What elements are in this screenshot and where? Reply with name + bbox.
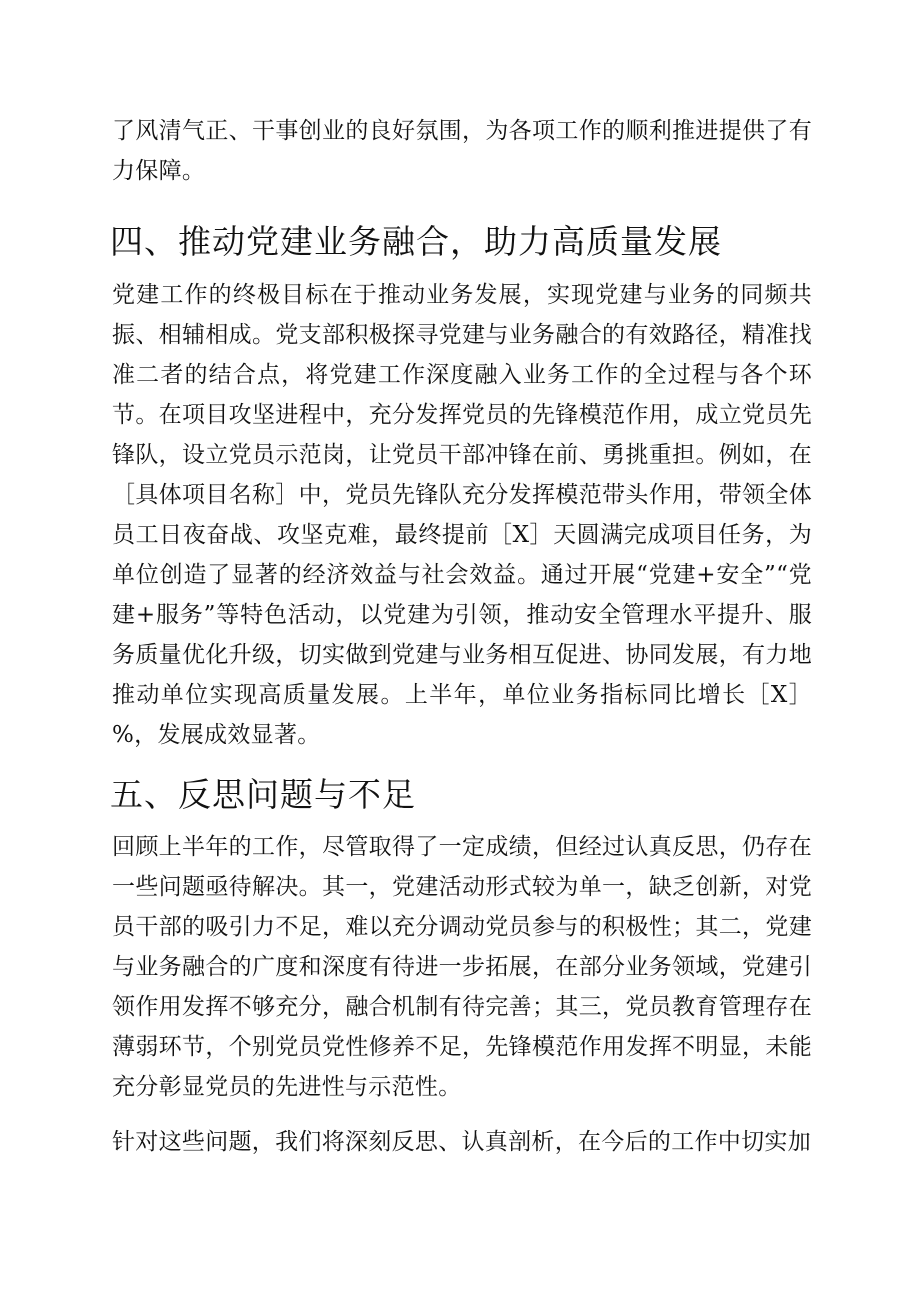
continuation-paragraph: 了风清气正、干事创业的良好氛围，为各项工作的顺利推进提供了有力保障。 bbox=[112, 118, 812, 184]
section-four-paragraph: 党建工作的终极目标在于推动业务发展，实现党建与业务的同频共振、相辅相成。党支部积极探寻党建与业务融合的有效路径，精准找准二者的结合点，将党建工作深度融入业务工作的全过程与各个环节。在项目攻坚进程中，充分发挥党员的先锋模范作用，成立党员先锋队，设立党员示范岗，让党员干部冲锋在前、勇挑重担。例如，在［具体项目名称］中，党员先锋队充分发挥模范带头作用，带领全体员工日夜奋战、攻坚克难，最终提前［X］天圆满完成项目任务，为单位创造了显著的经济效益与社会效益。通过开展“党建+安全”“党建+服务”等特色活动，以党建为引领，推动安全管理水平提升、服务质量优化升级，切实做到党建与业务相互促进、协同发展，有力地推动单位实现高质量发展。上半年，单位业务指标同比增长［X］%，发展成效显著。 bbox=[112, 282, 812, 748]
section-four-heading: 四、推动党建业务融合，助力高质量发展 bbox=[110, 222, 722, 261]
section-five-paragraph-1: 回顾上半年的工作，尽管取得了一定成绩，但经过认真反思，仍存在一些问题亟待解决。其一，党建活动形式较为单一，缺乏创新，对党员干部的吸引力不足，难以充分调动党员参与的积极性；其二，党建与业务融合的广度和深度有待进一步拓展，在部分业务领域，党建引领作用发挥不够充分，融合机制有待完善；其三，党员教育管理存在薄弱环节，个别党员党性修养不足，先锋模范作用发挥不明显，未能充分彰显党员的先进性与示范性。 bbox=[112, 834, 812, 1100]
section-five-paragraph-2: 针对这些问题，我们将深刻反思、认真剖析，在今后的工作中切实加 bbox=[112, 1129, 811, 1155]
section-five-heading: 五、反思问题与不足 bbox=[110, 775, 416, 814]
